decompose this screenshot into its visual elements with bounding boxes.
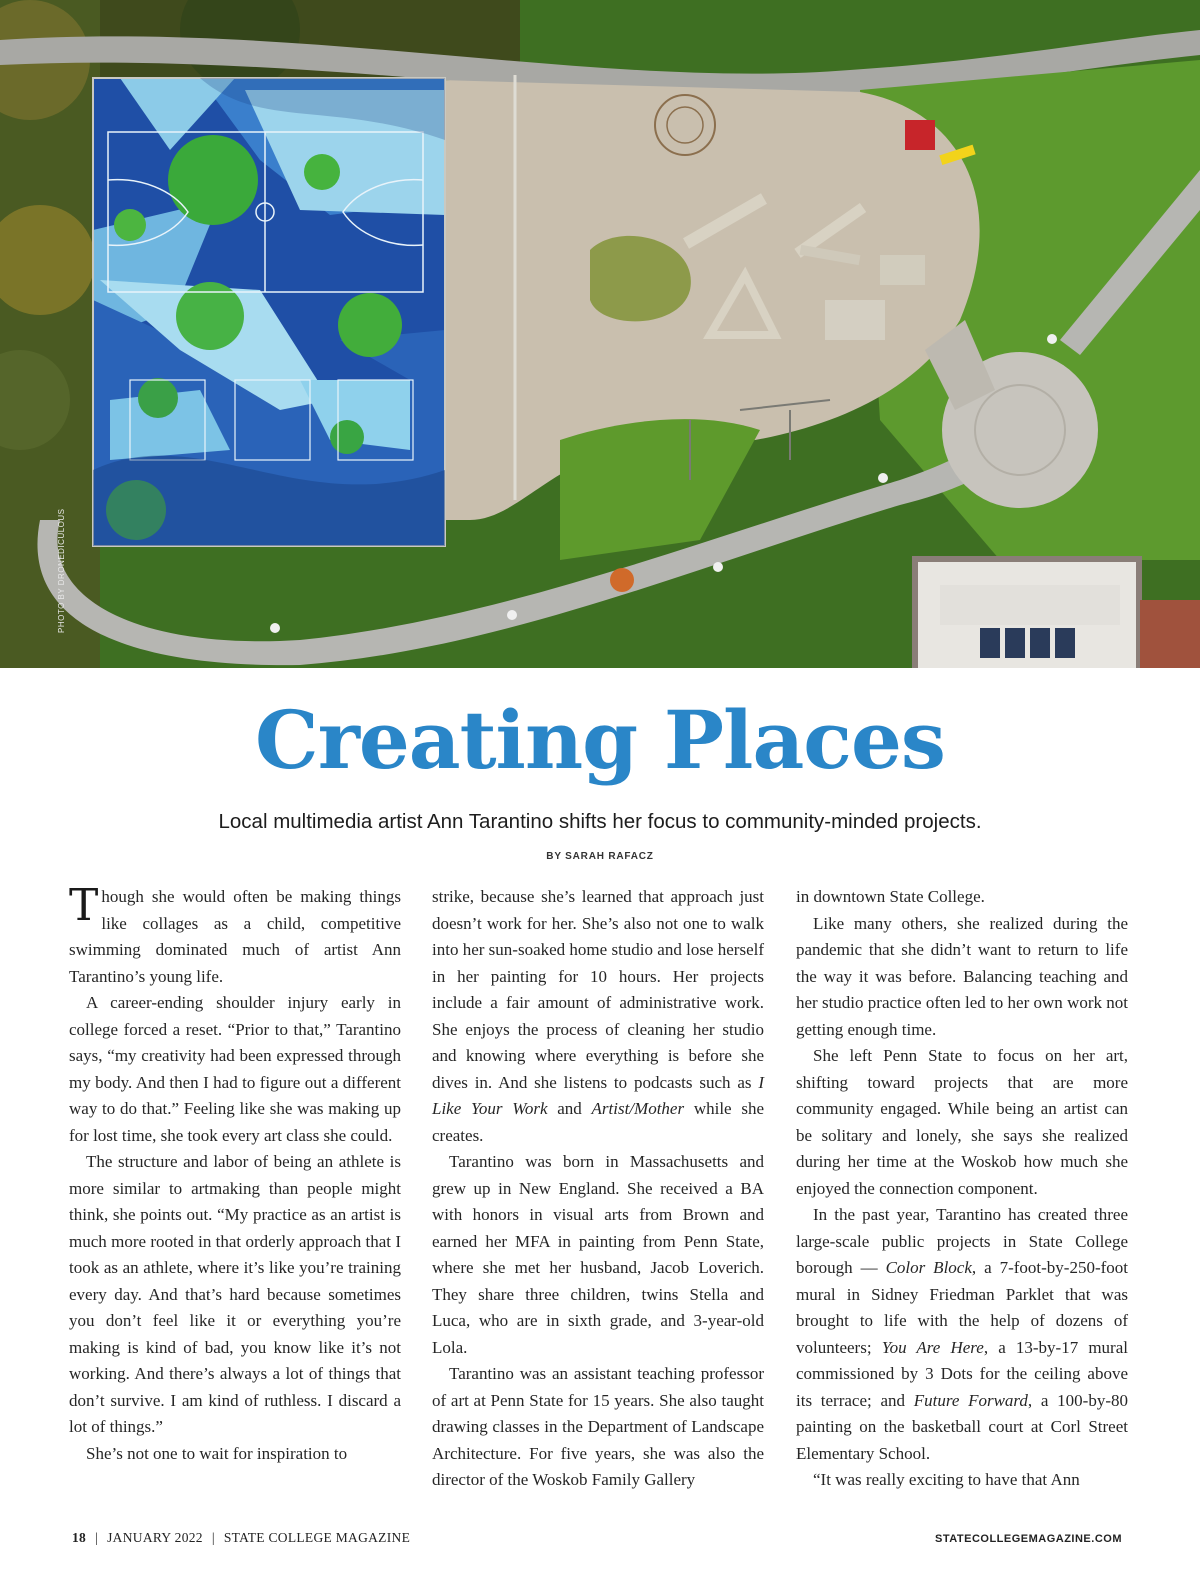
paragraph: She’s not one to wait for inspiration to — [86, 1443, 348, 1463]
article-column-1 — [69, 880, 401, 1467]
article-column-3 — [796, 884, 1128, 1494]
podcast-title: Artist/Mother — [591, 1099, 685, 1118]
paragraph: Tarantino was an assistant teaching professor of art at Penn State for 15 years. She also taught drawing classes in the Department of Landscape Architecture. For five years, she was also the director of the Woskob Family Gallery — [432, 1364, 764, 1489]
artwork-title: Future Forward — [913, 1390, 1028, 1410]
artwork-title: Color Block — [885, 1258, 972, 1277]
article-title: Creating Places — [255, 693, 945, 787]
paragraph: Though she would often be making things like collages as a child, competitive swimming dominated much of artist Ann Tarantino’s young life. — [69, 880, 401, 986]
paragraph: in downtown State College. — [796, 887, 985, 906]
podcast-title: I Like Your Work — [432, 1072, 764, 1118]
paragraph: She left Penn State to focus on her art, shifting toward projects that are more community engaged. While being an artist can be solitary and lonely, she says she realized during her time at the Woskob how much she enjoyed the connection component. — [796, 1046, 1128, 1198]
photo-credit: PHOTO BY DRONEDICULOUS — [57, 508, 66, 633]
drop-cap: T — [69, 880, 99, 931]
paragraph: Like many others, she realized during the pandemic that she didn’t want to return to life the way it was before. Balancing teaching and her studio practice often led to her own work not getting enough time. — [796, 913, 1128, 1039]
artwork-title: You Are Here — [881, 1337, 984, 1357]
paragraph: In the past year, Tarantino has created three large-scale public projects in State College borough — Color Block, a 7-foot-by-250-foot mural in Sidney Friedman Parklet that was brought to life with the help of dozens of volunteers; You Are Here, a 13-by-17 mural commissioned by 3 Dots for the ceiling above its terrace; and Future Forward, a 100-by-80 painting on the basketball court at Corl Street Elementary School. — [796, 1205, 1128, 1463]
website-link[interactable]: STATECOLLEGEMAGAZINE.COM — [935, 1533, 1122, 1545]
paragraph: strike, because she’s learned that approach just doesn’t work for her. She’s also not one to walk into her sun-soaked home studio and lose herself in her painting for 10 hours. Her projects include a fair amount of administrative work. She enjoys the process of cleaning her studio and knowing where everything is before she dives in. And she listens to podcasts such as I Like Your Work and Artist/Mother while she creates. — [432, 887, 764, 1145]
footer-folio: 18 | JANUARY 2022 | STATE COLLEGE MAGAZINE — [72, 1530, 411, 1545]
magazine-name: STATE COLLEGE MAGAZINE — [223, 1530, 411, 1545]
page-number: 18 — [72, 1530, 87, 1545]
paragraph: A career-ending shoulder injury early in college forced a reset. “Prior to that,” Tarantino says, “my creativity had been expressed through my body. And then I had to figure out a different way to do that.” Feeling like she was making up for lost time, she took every art class she could. — [69, 993, 401, 1145]
paragraph: Tarantino was born in Massachusetts and grew up in New England. She received a BA with honors in visual arts from Brown and earned her MFA in painting from Penn State, where she met her husband, Jacob Loverich. They share three children, twins Stella and Luca, who are in sixth grade, and 3-year-old Lola. — [432, 1152, 764, 1357]
aerial-playground-illustration — [0, 0, 1200, 668]
hero-photo — [0, 0, 1200, 668]
paragraph: “It was really exciting to have that Ann — [813, 1470, 1080, 1489]
issue-date: JANUARY 2022 — [107, 1530, 203, 1545]
article-subtitle: Local multimedia artist Ann Tarantino shifts her focus to community-minded projects. — [218, 810, 982, 833]
article-byline: BY SARAH RAFACZ — [546, 851, 654, 862]
article-column-2 — [432, 884, 764, 1494]
paragraph: The structure and labor of being an athlete is more similar to artmaking than people might think, she points out. “My practice as an artist is much more rooted in that orderly approach that I took as an athlete, where it’s like you’re training every day. And that’s hard because sometimes you don’t feel like it or everything you’re making is kind of bad, you know like it’s not working. And there’s always a lot of things that don’t survive. I am kind of ruthless. I discard a lot of things.” — [69, 1152, 401, 1436]
